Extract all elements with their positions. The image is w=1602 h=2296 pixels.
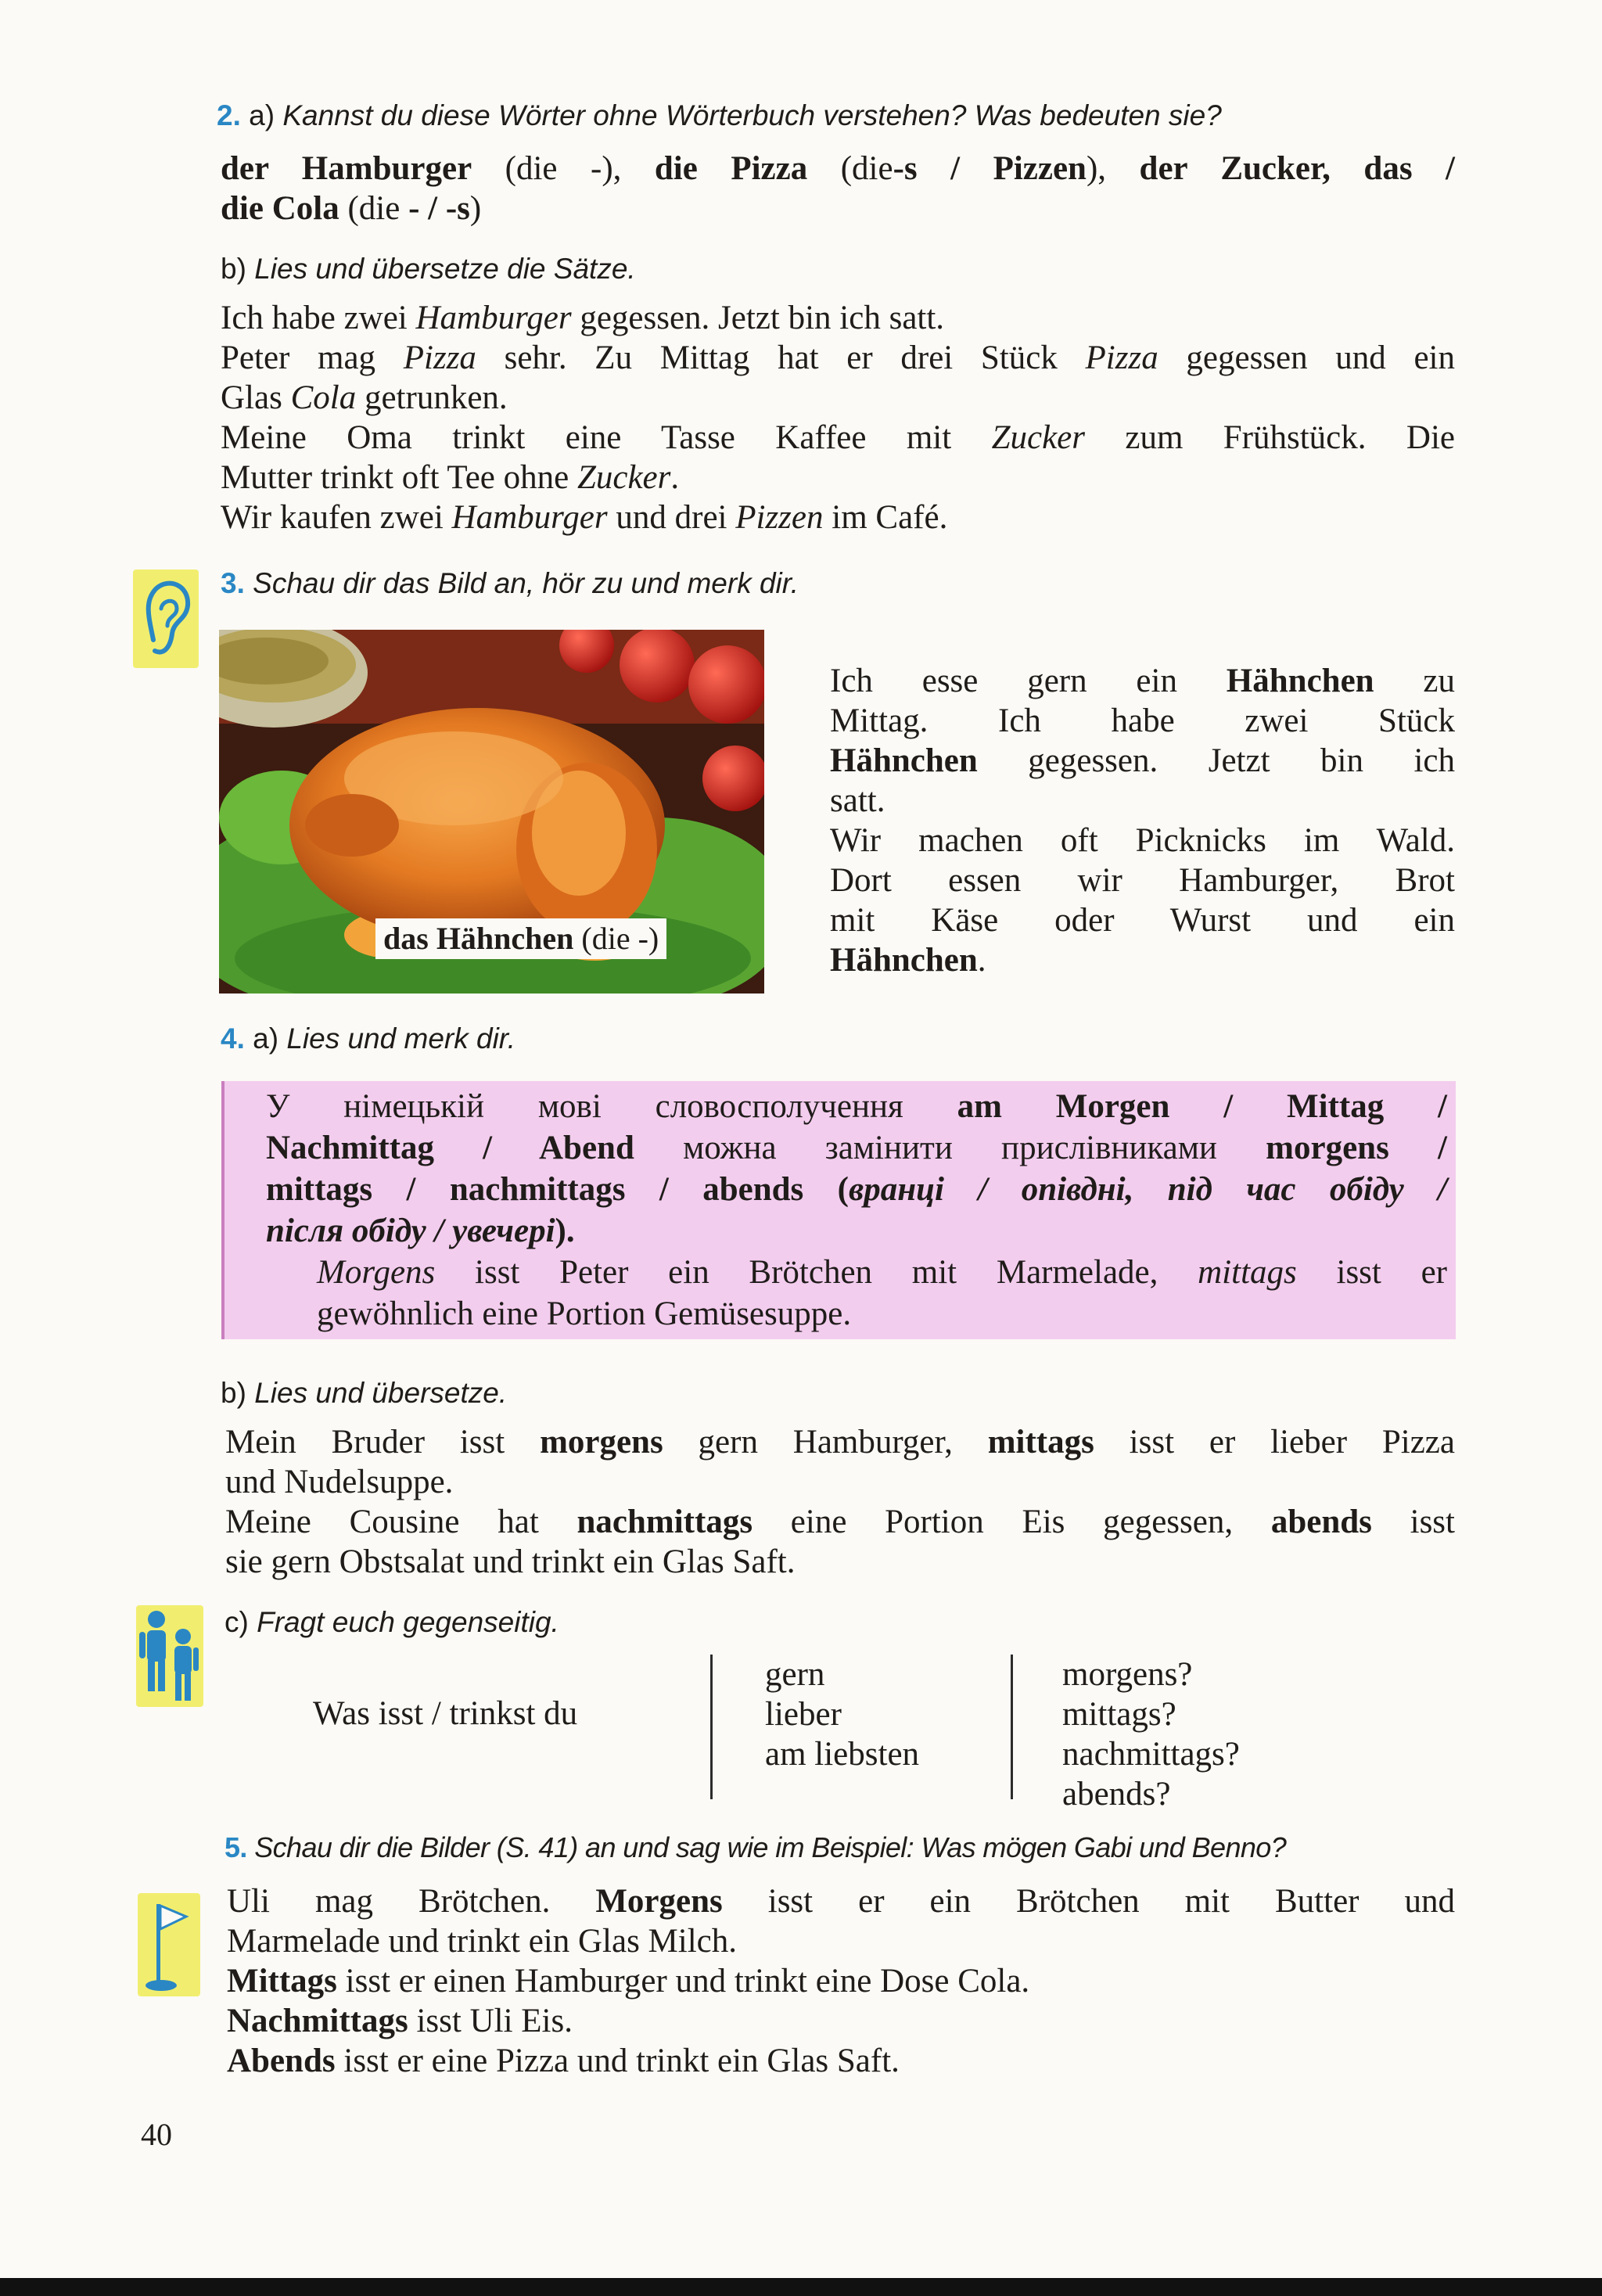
task3-number: 3. (221, 567, 245, 599)
task4-b-line: Mein Bruder isst morgens gern Hamburger, mittags isst er lieber Pizza (225, 1424, 1455, 1461)
task4-heading (221, 1020, 515, 1058)
task3-line: Wir machen oft Picknicks im Wald. (830, 822, 1455, 859)
task2-wordlist (221, 149, 1455, 228)
rule-example: Morgens isst Peter ein Brötchen mit Marmelade, mittags isst er (317, 1254, 1447, 1291)
rule-line: після обіду / увечері). (266, 1213, 575, 1249)
task4-b-line: und Nudelsuppe. (225, 1464, 454, 1500)
task3-heading (221, 565, 799, 602)
task3-line: mit Käse oder Wurst und ein (830, 902, 1455, 939)
table-col2 (765, 1655, 919, 1774)
bottom-edge (0, 2278, 1602, 2296)
task4-c-instruction: Fragt euch gegenseitig. (257, 1606, 559, 1638)
task5-line: Uli mag Brötchen. Morgens isst er ein Brötchen mit Butter und (227, 1883, 1455, 1920)
task3-line: Ich esse gern ein Hähnchen zu (830, 663, 1455, 699)
word-cola: die Cola (221, 190, 339, 227)
word-pizza-plural-open: (die (840, 150, 893, 187)
word-das: das / (1363, 150, 1455, 187)
roast-chicken-image (219, 630, 764, 993)
word-pizza-plural: -s / Pizzen (893, 150, 1087, 187)
table-col2-item: am liebsten (765, 1736, 920, 1773)
rule-line: mittags / nachmittags / abends (вранці / опівдні, під час обіду / (266, 1171, 1448, 1208)
task4-c-label: c) (224, 1606, 249, 1638)
task4-c-heading (224, 1604, 559, 1641)
task5-line: Nachmittags isst Uli Eis. (227, 2003, 573, 2039)
task4-number: 4. (221, 1022, 245, 1055)
task4-b-text (225, 1422, 1455, 1582)
task3-line: satt. (830, 782, 885, 819)
word-cola-plural-open: (die (347, 190, 400, 227)
task3-line: Hähnchen gegessen. Jetzt bin ich (830, 742, 1455, 779)
table-col3-item: morgens? (1062, 1656, 1193, 1693)
task5-line: Marmelade und trinkt ein Glas Milch. (227, 1923, 738, 1960)
image-caption (375, 918, 666, 959)
task4-b-label: b) (221, 1377, 246, 1409)
task3-text (830, 661, 1455, 980)
caption-plural: (die -) (573, 921, 659, 956)
task4-a-label: a) (253, 1022, 279, 1055)
flag-icon (138, 1893, 200, 1996)
task4-b-instruction: Lies und übersetze. (254, 1377, 508, 1409)
task3-line: Hähnchen. (830, 942, 986, 979)
table-col3-item: mittags? (1062, 1696, 1176, 1733)
ear-icon (133, 570, 199, 668)
table-divider-2 (1011, 1655, 1013, 1799)
rule-line: У німецькій мові словосполучення am Morgen / Mittag / (266, 1088, 1447, 1125)
task2-b-label: b) (221, 253, 246, 285)
word-pizza: die Pizza (654, 150, 808, 187)
table-col2-item: lieber (765, 1696, 842, 1733)
task2-a-instruction: Kannst du diese Wörter ohne Wörterbuch verstehen? Was bedeuten sie? (282, 99, 1222, 131)
word-sep: ), (1086, 150, 1107, 187)
task5-line: Abends isst er eine Pizza und trinkt ein Glas Saft. (227, 2043, 900, 2079)
word-zucker: der Zucker, (1139, 150, 1331, 187)
rule-line: Nachmittag / Abend можна замінити прислівниками morgens / (266, 1130, 1447, 1166)
task2-a-label: a) (249, 99, 275, 131)
task2-heading (217, 97, 1222, 135)
task5-number: 5. (224, 1831, 247, 1863)
task4-b-heading (221, 1374, 507, 1412)
task4-b-line: sie gern Obstsalat und trinkt ein Glas Saft. (225, 1543, 796, 1580)
word-cola-plural: - / -s (408, 190, 470, 227)
task2-sentences (221, 298, 1455, 537)
task3-line: Mittag. Ich habe zwei Stück (830, 702, 1455, 739)
page-number: 40 (141, 2117, 172, 2152)
table-col2-item: gern (765, 1656, 825, 1693)
sentence-4: Meine Oma trinkt eine Tasse Kaffee mit Zucker zum Frühstück. Die (221, 419, 1455, 456)
task2-b-instruction: Lies und übersetze die Sätze. (254, 253, 636, 285)
two-people-icon (136, 1605, 203, 1707)
sentence-1: Ich habe zwei Hamburger gegessen. Jetzt bin ich satt. (221, 300, 945, 336)
task2-number: 2. (217, 99, 241, 131)
table-col3-item: abends? (1062, 1776, 1171, 1813)
grammar-rule-text (266, 1086, 1447, 1335)
sentence-3: Glas Cola getrunken. (221, 379, 508, 416)
task5-heading (224, 1829, 1286, 1867)
caption-word: das Hähnchen (383, 921, 574, 956)
sentence-2: Peter mag Pizza sehr. Zu Mittag hat er drei Stück Pizza gegessen und ein (221, 340, 1456, 376)
task4-a-instruction: Lies und merk dir. (286, 1022, 516, 1055)
sentence-6: Wir kaufen zwei Hamburger und drei Pizzen im Café. (221, 499, 948, 536)
task2-b-heading (221, 250, 636, 288)
task5-text (227, 1881, 1455, 2081)
rule-example: gewöhnlich eine Portion Gemüsesuppe. (317, 1295, 852, 1332)
task4-b-line: Meine Cousine hat nachmittags eine Portion Eis gegessen, abends isst (225, 1504, 1455, 1540)
word-hamburger: der Hamburger (221, 150, 472, 187)
sentence-5: Mutter trinkt oft Tee ohne Zucker. (221, 459, 680, 496)
word-cola-close: ) (469, 190, 482, 227)
table-divider-1 (710, 1655, 713, 1799)
word-hamburger-plural: (die -), (505, 150, 622, 187)
task5-line: Mittags isst er einen Hamburger und trinkt eine Dose Cola. (227, 1963, 1030, 2000)
task3-line: Dort essen wir Hamburger, Brot (830, 862, 1455, 899)
table-col3 (1062, 1655, 1240, 1814)
table-col1: Was isst / trinkst du (313, 1695, 578, 1732)
task5-instruction: Schau dir die Bilder (S. 41) an und sag wie im Beispiel: Was mögen Gabi und Benno? (254, 1831, 1287, 1863)
task3-instruction: Schau dir das Bild an, hör zu und merk dir. (253, 567, 799, 599)
table-col3-item: nachmittags? (1062, 1736, 1240, 1773)
